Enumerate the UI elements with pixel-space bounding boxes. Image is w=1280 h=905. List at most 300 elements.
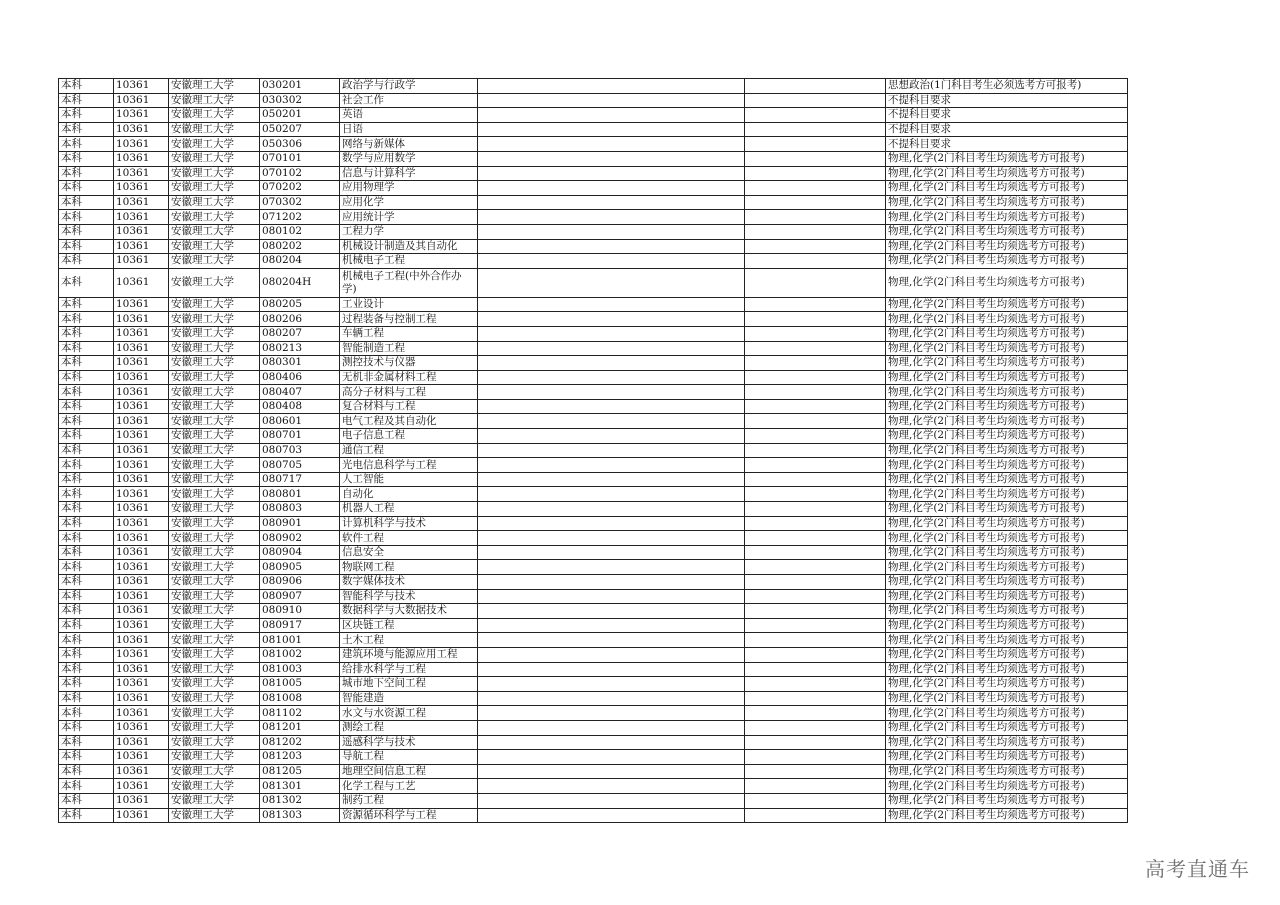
blank-cell bbox=[745, 545, 886, 560]
blank-cell bbox=[478, 604, 745, 619]
requirement-cell: 物理,化学(2门科目考生均须选考方可报考) bbox=[886, 604, 1128, 619]
school-code-cell: 10361 bbox=[114, 79, 169, 94]
requirement-cell: 物理,化学(2门科目考生均须选考方可报考) bbox=[886, 210, 1128, 225]
level-cell: 本科 bbox=[59, 341, 114, 356]
major-name-cell: 数学与应用数学 bbox=[340, 151, 478, 166]
table-row bbox=[59, 516, 1128, 531]
major-name-cell: 资源循环科学与工程 bbox=[340, 808, 478, 823]
blank-cell bbox=[478, 677, 745, 692]
blank-cell bbox=[478, 691, 745, 706]
level-cell: 本科 bbox=[59, 312, 114, 327]
requirement-cell: 物理,化学(2门科目考生均须选考方可报考) bbox=[886, 764, 1128, 779]
major-name-cell: 土木工程 bbox=[340, 633, 478, 648]
major-code-cell: 081303 bbox=[260, 808, 340, 823]
blank-cell bbox=[745, 166, 886, 181]
major-name-cell: 应用化学 bbox=[340, 195, 478, 210]
major-code-cell: 080717 bbox=[260, 472, 340, 487]
school-code-cell: 10361 bbox=[114, 487, 169, 502]
major-name-cell: 信息与计算科学 bbox=[340, 166, 478, 181]
school-code-cell: 10361 bbox=[114, 647, 169, 662]
blank-cell bbox=[745, 516, 886, 531]
school-code-cell: 10361 bbox=[114, 239, 169, 254]
level-cell: 本科 bbox=[59, 195, 114, 210]
blank-cell bbox=[478, 458, 745, 473]
school-code-cell: 10361 bbox=[114, 341, 169, 356]
blank-cell bbox=[745, 429, 886, 444]
school-code-cell: 10361 bbox=[114, 793, 169, 808]
school-name-cell: 安徽理工大学 bbox=[169, 297, 260, 312]
school-name-cell: 安徽理工大学 bbox=[169, 210, 260, 225]
major-code-cell: 080406 bbox=[260, 370, 340, 385]
table-row bbox=[59, 575, 1128, 590]
table-row bbox=[59, 706, 1128, 721]
major-code-cell: 080206 bbox=[260, 312, 340, 327]
blank-cell bbox=[745, 662, 886, 677]
major-name-cell: 智能建造 bbox=[340, 691, 478, 706]
major-name-cell: 化学工程与工艺 bbox=[340, 779, 478, 794]
major-name-cell: 网络与新媒体 bbox=[340, 137, 478, 152]
school-code-cell: 10361 bbox=[114, 297, 169, 312]
major-name-cell: 人工智能 bbox=[340, 472, 478, 487]
school-name-cell: 安徽理工大学 bbox=[169, 195, 260, 210]
level-cell: 本科 bbox=[59, 210, 114, 225]
table-row bbox=[59, 545, 1128, 560]
table-row bbox=[59, 151, 1128, 166]
major-code-cell: 080407 bbox=[260, 385, 340, 400]
school-name-cell: 安徽理工大学 bbox=[169, 720, 260, 735]
school-name-cell: 安徽理工大学 bbox=[169, 137, 260, 152]
blank-cell bbox=[745, 414, 886, 429]
blank-cell bbox=[745, 531, 886, 546]
major-name-cell: 建筑环境与能源应用工程 bbox=[340, 647, 478, 662]
school-name-cell: 安徽理工大学 bbox=[169, 458, 260, 473]
school-name-cell: 安徽理工大学 bbox=[169, 487, 260, 502]
blank-cell bbox=[745, 399, 886, 414]
blank-cell bbox=[478, 662, 745, 677]
blank-cell bbox=[478, 297, 745, 312]
school-code-cell: 10361 bbox=[114, 502, 169, 517]
blank-cell bbox=[478, 312, 745, 327]
table-row bbox=[59, 633, 1128, 648]
school-code-cell: 10361 bbox=[114, 706, 169, 721]
school-name-cell: 安徽理工大学 bbox=[169, 414, 260, 429]
table-row bbox=[59, 210, 1128, 225]
requirement-cell: 物理,化学(2门科目考生均须选考方可报考) bbox=[886, 735, 1128, 750]
requirement-cell: 不提科目要求 bbox=[886, 93, 1128, 108]
school-code-cell: 10361 bbox=[114, 151, 169, 166]
school-name-cell: 安徽理工大学 bbox=[169, 604, 260, 619]
level-cell: 本科 bbox=[59, 108, 114, 123]
blank-cell bbox=[745, 93, 886, 108]
major-code-cell: 081201 bbox=[260, 720, 340, 735]
major-code-cell: 070302 bbox=[260, 195, 340, 210]
major-code-cell: 080905 bbox=[260, 560, 340, 575]
school-code-cell: 10361 bbox=[114, 312, 169, 327]
blank-cell bbox=[478, 560, 745, 575]
major-name-cell: 计算机科学与技术 bbox=[340, 516, 478, 531]
school-code-cell: 10361 bbox=[114, 472, 169, 487]
school-name-cell: 安徽理工大学 bbox=[169, 662, 260, 677]
level-cell: 本科 bbox=[59, 750, 114, 765]
major-code-cell: 080904 bbox=[260, 545, 340, 560]
school-code-cell: 10361 bbox=[114, 268, 169, 297]
school-code-cell: 10361 bbox=[114, 399, 169, 414]
school-code-cell: 10361 bbox=[114, 575, 169, 590]
school-name-cell: 安徽理工大学 bbox=[169, 108, 260, 123]
requirement-cell: 物理,化学(2门科目考生均须选考方可报考) bbox=[886, 618, 1128, 633]
table-row bbox=[59, 560, 1128, 575]
major-code-cell: 081001 bbox=[260, 633, 340, 648]
school-code-cell: 10361 bbox=[114, 691, 169, 706]
blank-cell bbox=[745, 195, 886, 210]
major-code-cell: 050306 bbox=[260, 137, 340, 152]
school-name-cell: 安徽理工大学 bbox=[169, 254, 260, 269]
table-row bbox=[59, 662, 1128, 677]
blank-cell bbox=[478, 385, 745, 400]
school-code-cell: 10361 bbox=[114, 677, 169, 692]
requirement-cell: 物理,化学(2门科目考生均须选考方可报考) bbox=[886, 750, 1128, 765]
school-code-cell: 10361 bbox=[114, 618, 169, 633]
requirement-cell: 物理,化学(2门科目考生均须选考方可报考) bbox=[886, 443, 1128, 458]
major-name-cell: 软件工程 bbox=[340, 531, 478, 546]
school-code-cell: 10361 bbox=[114, 443, 169, 458]
major-code-cell: 070101 bbox=[260, 151, 340, 166]
school-code-cell: 10361 bbox=[114, 750, 169, 765]
level-cell: 本科 bbox=[59, 370, 114, 385]
blank-cell bbox=[745, 764, 886, 779]
school-name-cell: 安徽理工大学 bbox=[169, 633, 260, 648]
school-name-cell: 安徽理工大学 bbox=[169, 443, 260, 458]
major-name-cell: 数字媒体技术 bbox=[340, 575, 478, 590]
table-row bbox=[59, 793, 1128, 808]
blank-cell bbox=[478, 414, 745, 429]
level-cell: 本科 bbox=[59, 502, 114, 517]
major-code-cell: 080205 bbox=[260, 297, 340, 312]
major-code-cell: 081203 bbox=[260, 750, 340, 765]
requirement-cell: 物理,化学(2门科目考生均须选考方可报考) bbox=[886, 268, 1128, 297]
blank-cell bbox=[478, 429, 745, 444]
blank-cell bbox=[478, 443, 745, 458]
school-name-cell: 安徽理工大学 bbox=[169, 239, 260, 254]
table-row bbox=[59, 808, 1128, 823]
major-name-cell: 工程力学 bbox=[340, 224, 478, 239]
subject-requirements-table bbox=[58, 78, 1128, 823]
blank-cell bbox=[478, 750, 745, 765]
blank-cell bbox=[478, 254, 745, 269]
level-cell: 本科 bbox=[59, 604, 114, 619]
level-cell: 本科 bbox=[59, 79, 114, 94]
table-row bbox=[59, 720, 1128, 735]
school-code-cell: 10361 bbox=[114, 516, 169, 531]
blank-cell bbox=[745, 735, 886, 750]
blank-cell bbox=[745, 575, 886, 590]
school-name-cell: 安徽理工大学 bbox=[169, 122, 260, 137]
table-row bbox=[59, 677, 1128, 692]
major-code-cell: 080204 bbox=[260, 254, 340, 269]
table-row bbox=[59, 326, 1128, 341]
level-cell: 本科 bbox=[59, 443, 114, 458]
level-cell: 本科 bbox=[59, 254, 114, 269]
blank-cell bbox=[745, 779, 886, 794]
school-name-cell: 安徽理工大学 bbox=[169, 750, 260, 765]
level-cell: 本科 bbox=[59, 487, 114, 502]
school-code-cell: 10361 bbox=[114, 531, 169, 546]
requirement-cell: 物理,化学(2门科目考生均须选考方可报考) bbox=[886, 720, 1128, 735]
school-code-cell: 10361 bbox=[114, 195, 169, 210]
level-cell: 本科 bbox=[59, 575, 114, 590]
blank-cell bbox=[745, 502, 886, 517]
blank-cell bbox=[745, 604, 886, 619]
blank-cell bbox=[745, 370, 886, 385]
school-name-cell: 安徽理工大学 bbox=[169, 618, 260, 633]
school-name-cell: 安徽理工大学 bbox=[169, 268, 260, 297]
blank-cell bbox=[478, 108, 745, 123]
requirement-cell: 物理,化学(2门科目考生均须选考方可报考) bbox=[886, 341, 1128, 356]
table-row bbox=[59, 647, 1128, 662]
major-code-cell: 081005 bbox=[260, 677, 340, 692]
table-row bbox=[59, 589, 1128, 604]
school-name-cell: 安徽理工大学 bbox=[169, 370, 260, 385]
school-code-cell: 10361 bbox=[114, 604, 169, 619]
table-row bbox=[59, 312, 1128, 327]
major-code-cell: 070202 bbox=[260, 181, 340, 196]
major-name-cell: 机器人工程 bbox=[340, 502, 478, 517]
blank-cell bbox=[745, 151, 886, 166]
table-row bbox=[59, 297, 1128, 312]
blank-cell bbox=[745, 268, 886, 297]
requirement-cell: 物理,化学(2门科目考生均须选考方可报考) bbox=[886, 575, 1128, 590]
blank-cell bbox=[745, 239, 886, 254]
major-name-cell: 日语 bbox=[340, 122, 478, 137]
major-code-cell: 071202 bbox=[260, 210, 340, 225]
requirement-cell: 物理,化学(2门科目考生均须选考方可报考) bbox=[886, 516, 1128, 531]
level-cell: 本科 bbox=[59, 297, 114, 312]
major-name-cell: 无机非金属材料工程 bbox=[340, 370, 478, 385]
requirement-cell: 物理,化学(2门科目考生均须选考方可报考) bbox=[886, 589, 1128, 604]
requirement-cell: 物理,化学(2门科目考生均须选考方可报考) bbox=[886, 239, 1128, 254]
school-code-cell: 10361 bbox=[114, 166, 169, 181]
table-row bbox=[59, 414, 1128, 429]
school-name-cell: 安徽理工大学 bbox=[169, 356, 260, 371]
major-code-cell: 080902 bbox=[260, 531, 340, 546]
level-cell: 本科 bbox=[59, 647, 114, 662]
blank-cell bbox=[478, 545, 745, 560]
major-name-cell: 应用统计学 bbox=[340, 210, 478, 225]
blank-cell bbox=[478, 735, 745, 750]
blank-cell bbox=[478, 472, 745, 487]
school-name-cell: 安徽理工大学 bbox=[169, 779, 260, 794]
blank-cell bbox=[478, 720, 745, 735]
major-code-cell: 081205 bbox=[260, 764, 340, 779]
school-name-cell: 安徽理工大学 bbox=[169, 151, 260, 166]
table-row bbox=[59, 93, 1128, 108]
school-name-cell: 安徽理工大学 bbox=[169, 531, 260, 546]
school-name-cell: 安徽理工大学 bbox=[169, 341, 260, 356]
table-row bbox=[59, 764, 1128, 779]
major-name-cell: 智能科学与技术 bbox=[340, 589, 478, 604]
major-name-cell: 光电信息科学与工程 bbox=[340, 458, 478, 473]
blank-cell bbox=[478, 195, 745, 210]
table-row bbox=[59, 341, 1128, 356]
major-code-cell: 081301 bbox=[260, 779, 340, 794]
major-code-cell: 080801 bbox=[260, 487, 340, 502]
level-cell: 本科 bbox=[59, 268, 114, 297]
requirement-cell: 物理,化学(2门科目考生均须选考方可报考) bbox=[886, 808, 1128, 823]
major-name-cell: 高分子材料与工程 bbox=[340, 385, 478, 400]
school-name-cell: 安徽理工大学 bbox=[169, 429, 260, 444]
requirement-cell: 物理,化学(2门科目考生均须选考方可报考) bbox=[886, 662, 1128, 677]
major-code-cell: 080906 bbox=[260, 575, 340, 590]
level-cell: 本科 bbox=[59, 137, 114, 152]
requirement-cell: 物理,化学(2门科目考生均须选考方可报考) bbox=[886, 677, 1128, 692]
major-name-cell: 机械电子工程 bbox=[340, 254, 478, 269]
table-row bbox=[59, 779, 1128, 794]
level-cell: 本科 bbox=[59, 793, 114, 808]
school-name-cell: 安徽理工大学 bbox=[169, 93, 260, 108]
level-cell: 本科 bbox=[59, 735, 114, 750]
major-code-cell: 080207 bbox=[260, 326, 340, 341]
blank-cell bbox=[745, 618, 886, 633]
level-cell: 本科 bbox=[59, 181, 114, 196]
level-cell: 本科 bbox=[59, 618, 114, 633]
major-name-cell: 车辆工程 bbox=[340, 326, 478, 341]
blank-cell bbox=[745, 385, 886, 400]
major-name-cell: 地理空间信息工程 bbox=[340, 764, 478, 779]
requirement-cell: 物理,化学(2门科目考生均须选考方可报考) bbox=[886, 429, 1128, 444]
blank-cell bbox=[478, 531, 745, 546]
requirement-cell: 物理,化学(2门科目考生均须选考方可报考) bbox=[886, 414, 1128, 429]
major-code-cell: 081003 bbox=[260, 662, 340, 677]
table-row bbox=[59, 137, 1128, 152]
major-name-cell: 测绘工程 bbox=[340, 720, 478, 735]
major-code-cell: 080301 bbox=[260, 356, 340, 371]
blank-cell bbox=[745, 443, 886, 458]
major-code-cell: 081302 bbox=[260, 793, 340, 808]
major-code-cell: 080213 bbox=[260, 341, 340, 356]
major-name-cell: 机械设计制造及其自动化 bbox=[340, 239, 478, 254]
table-row bbox=[59, 254, 1128, 269]
school-code-cell: 10361 bbox=[114, 545, 169, 560]
level-cell: 本科 bbox=[59, 472, 114, 487]
school-name-cell: 安徽理工大学 bbox=[169, 575, 260, 590]
table-row bbox=[59, 429, 1128, 444]
school-name-cell: 安徽理工大学 bbox=[169, 589, 260, 604]
major-code-cell: 081008 bbox=[260, 691, 340, 706]
requirement-cell: 物理,化学(2门科目考生均须选考方可报考) bbox=[886, 385, 1128, 400]
blank-cell bbox=[745, 137, 886, 152]
blank-cell bbox=[745, 487, 886, 502]
requirement-cell: 物理,化学(2门科目考生均须选考方可报考) bbox=[886, 545, 1128, 560]
blank-cell bbox=[478, 356, 745, 371]
table-row bbox=[59, 122, 1128, 137]
school-code-cell: 10361 bbox=[114, 326, 169, 341]
major-code-cell: 080907 bbox=[260, 589, 340, 604]
major-name-cell: 信息安全 bbox=[340, 545, 478, 560]
blank-cell bbox=[478, 268, 745, 297]
school-code-cell: 10361 bbox=[114, 414, 169, 429]
requirement-cell: 物理,化学(2门科目考生均须选考方可报考) bbox=[886, 647, 1128, 662]
school-name-cell: 安徽理工大学 bbox=[169, 560, 260, 575]
level-cell: 本科 bbox=[59, 385, 114, 400]
requirement-cell: 物理,化学(2门科目考生均须选考方可报考) bbox=[886, 560, 1128, 575]
blank-cell bbox=[478, 137, 745, 152]
requirement-cell: 物理,化学(2门科目考生均须选考方可报考) bbox=[886, 297, 1128, 312]
school-name-cell: 安徽理工大学 bbox=[169, 764, 260, 779]
level-cell: 本科 bbox=[59, 239, 114, 254]
school-name-cell: 安徽理工大学 bbox=[169, 312, 260, 327]
blank-cell bbox=[478, 93, 745, 108]
blank-cell bbox=[745, 210, 886, 225]
school-name-cell: 安徽理工大学 bbox=[169, 808, 260, 823]
school-name-cell: 安徽理工大学 bbox=[169, 181, 260, 196]
school-name-cell: 安徽理工大学 bbox=[169, 647, 260, 662]
school-name-cell: 安徽理工大学 bbox=[169, 735, 260, 750]
school-code-cell: 10361 bbox=[114, 633, 169, 648]
watermark-text: 高考直通车 bbox=[1145, 857, 1250, 881]
school-name-cell: 安徽理工大学 bbox=[169, 691, 260, 706]
table-body bbox=[59, 79, 1128, 823]
major-name-cell: 通信工程 bbox=[340, 443, 478, 458]
level-cell: 本科 bbox=[59, 399, 114, 414]
major-code-cell: 080408 bbox=[260, 399, 340, 414]
level-cell: 本科 bbox=[59, 516, 114, 531]
blank-cell bbox=[745, 472, 886, 487]
blank-cell bbox=[745, 720, 886, 735]
blank-cell bbox=[478, 79, 745, 94]
major-code-cell: 080703 bbox=[260, 443, 340, 458]
major-code-cell: 081002 bbox=[260, 647, 340, 662]
major-name-cell: 物联网工程 bbox=[340, 560, 478, 575]
major-code-cell: 080917 bbox=[260, 618, 340, 633]
blank-cell bbox=[478, 779, 745, 794]
major-name-cell: 自动化 bbox=[340, 487, 478, 502]
major-code-cell: 080204H bbox=[260, 268, 340, 297]
blank-cell bbox=[478, 166, 745, 181]
requirement-cell: 物理,化学(2门科目考生均须选考方可报考) bbox=[886, 195, 1128, 210]
school-code-cell: 10361 bbox=[114, 764, 169, 779]
table-row bbox=[59, 750, 1128, 765]
major-code-cell: 080901 bbox=[260, 516, 340, 531]
blank-cell bbox=[745, 589, 886, 604]
table-row bbox=[59, 604, 1128, 619]
requirement-cell: 物理,化学(2门科目考生均须选考方可报考) bbox=[886, 472, 1128, 487]
major-name-cell: 城市地下空间工程 bbox=[340, 677, 478, 692]
school-code-cell: 10361 bbox=[114, 735, 169, 750]
blank-cell bbox=[745, 633, 886, 648]
level-cell: 本科 bbox=[59, 93, 114, 108]
blank-cell bbox=[478, 706, 745, 721]
school-name-cell: 安徽理工大学 bbox=[169, 793, 260, 808]
table-row bbox=[59, 79, 1128, 94]
blank-cell bbox=[478, 151, 745, 166]
blank-cell bbox=[478, 575, 745, 590]
school-code-cell: 10361 bbox=[114, 356, 169, 371]
level-cell: 本科 bbox=[59, 677, 114, 692]
blank-cell bbox=[478, 764, 745, 779]
school-code-cell: 10361 bbox=[114, 108, 169, 123]
level-cell: 本科 bbox=[59, 662, 114, 677]
major-name-cell: 遥感科学与技术 bbox=[340, 735, 478, 750]
level-cell: 本科 bbox=[59, 224, 114, 239]
requirement-cell: 物理,化学(2门科目考生均须选考方可报考) bbox=[886, 793, 1128, 808]
major-code-cell: 080803 bbox=[260, 502, 340, 517]
major-code-cell: 050207 bbox=[260, 122, 340, 137]
blank-cell bbox=[745, 706, 886, 721]
level-cell: 本科 bbox=[59, 764, 114, 779]
level-cell: 本科 bbox=[59, 458, 114, 473]
blank-cell bbox=[745, 312, 886, 327]
table-row bbox=[59, 487, 1128, 502]
